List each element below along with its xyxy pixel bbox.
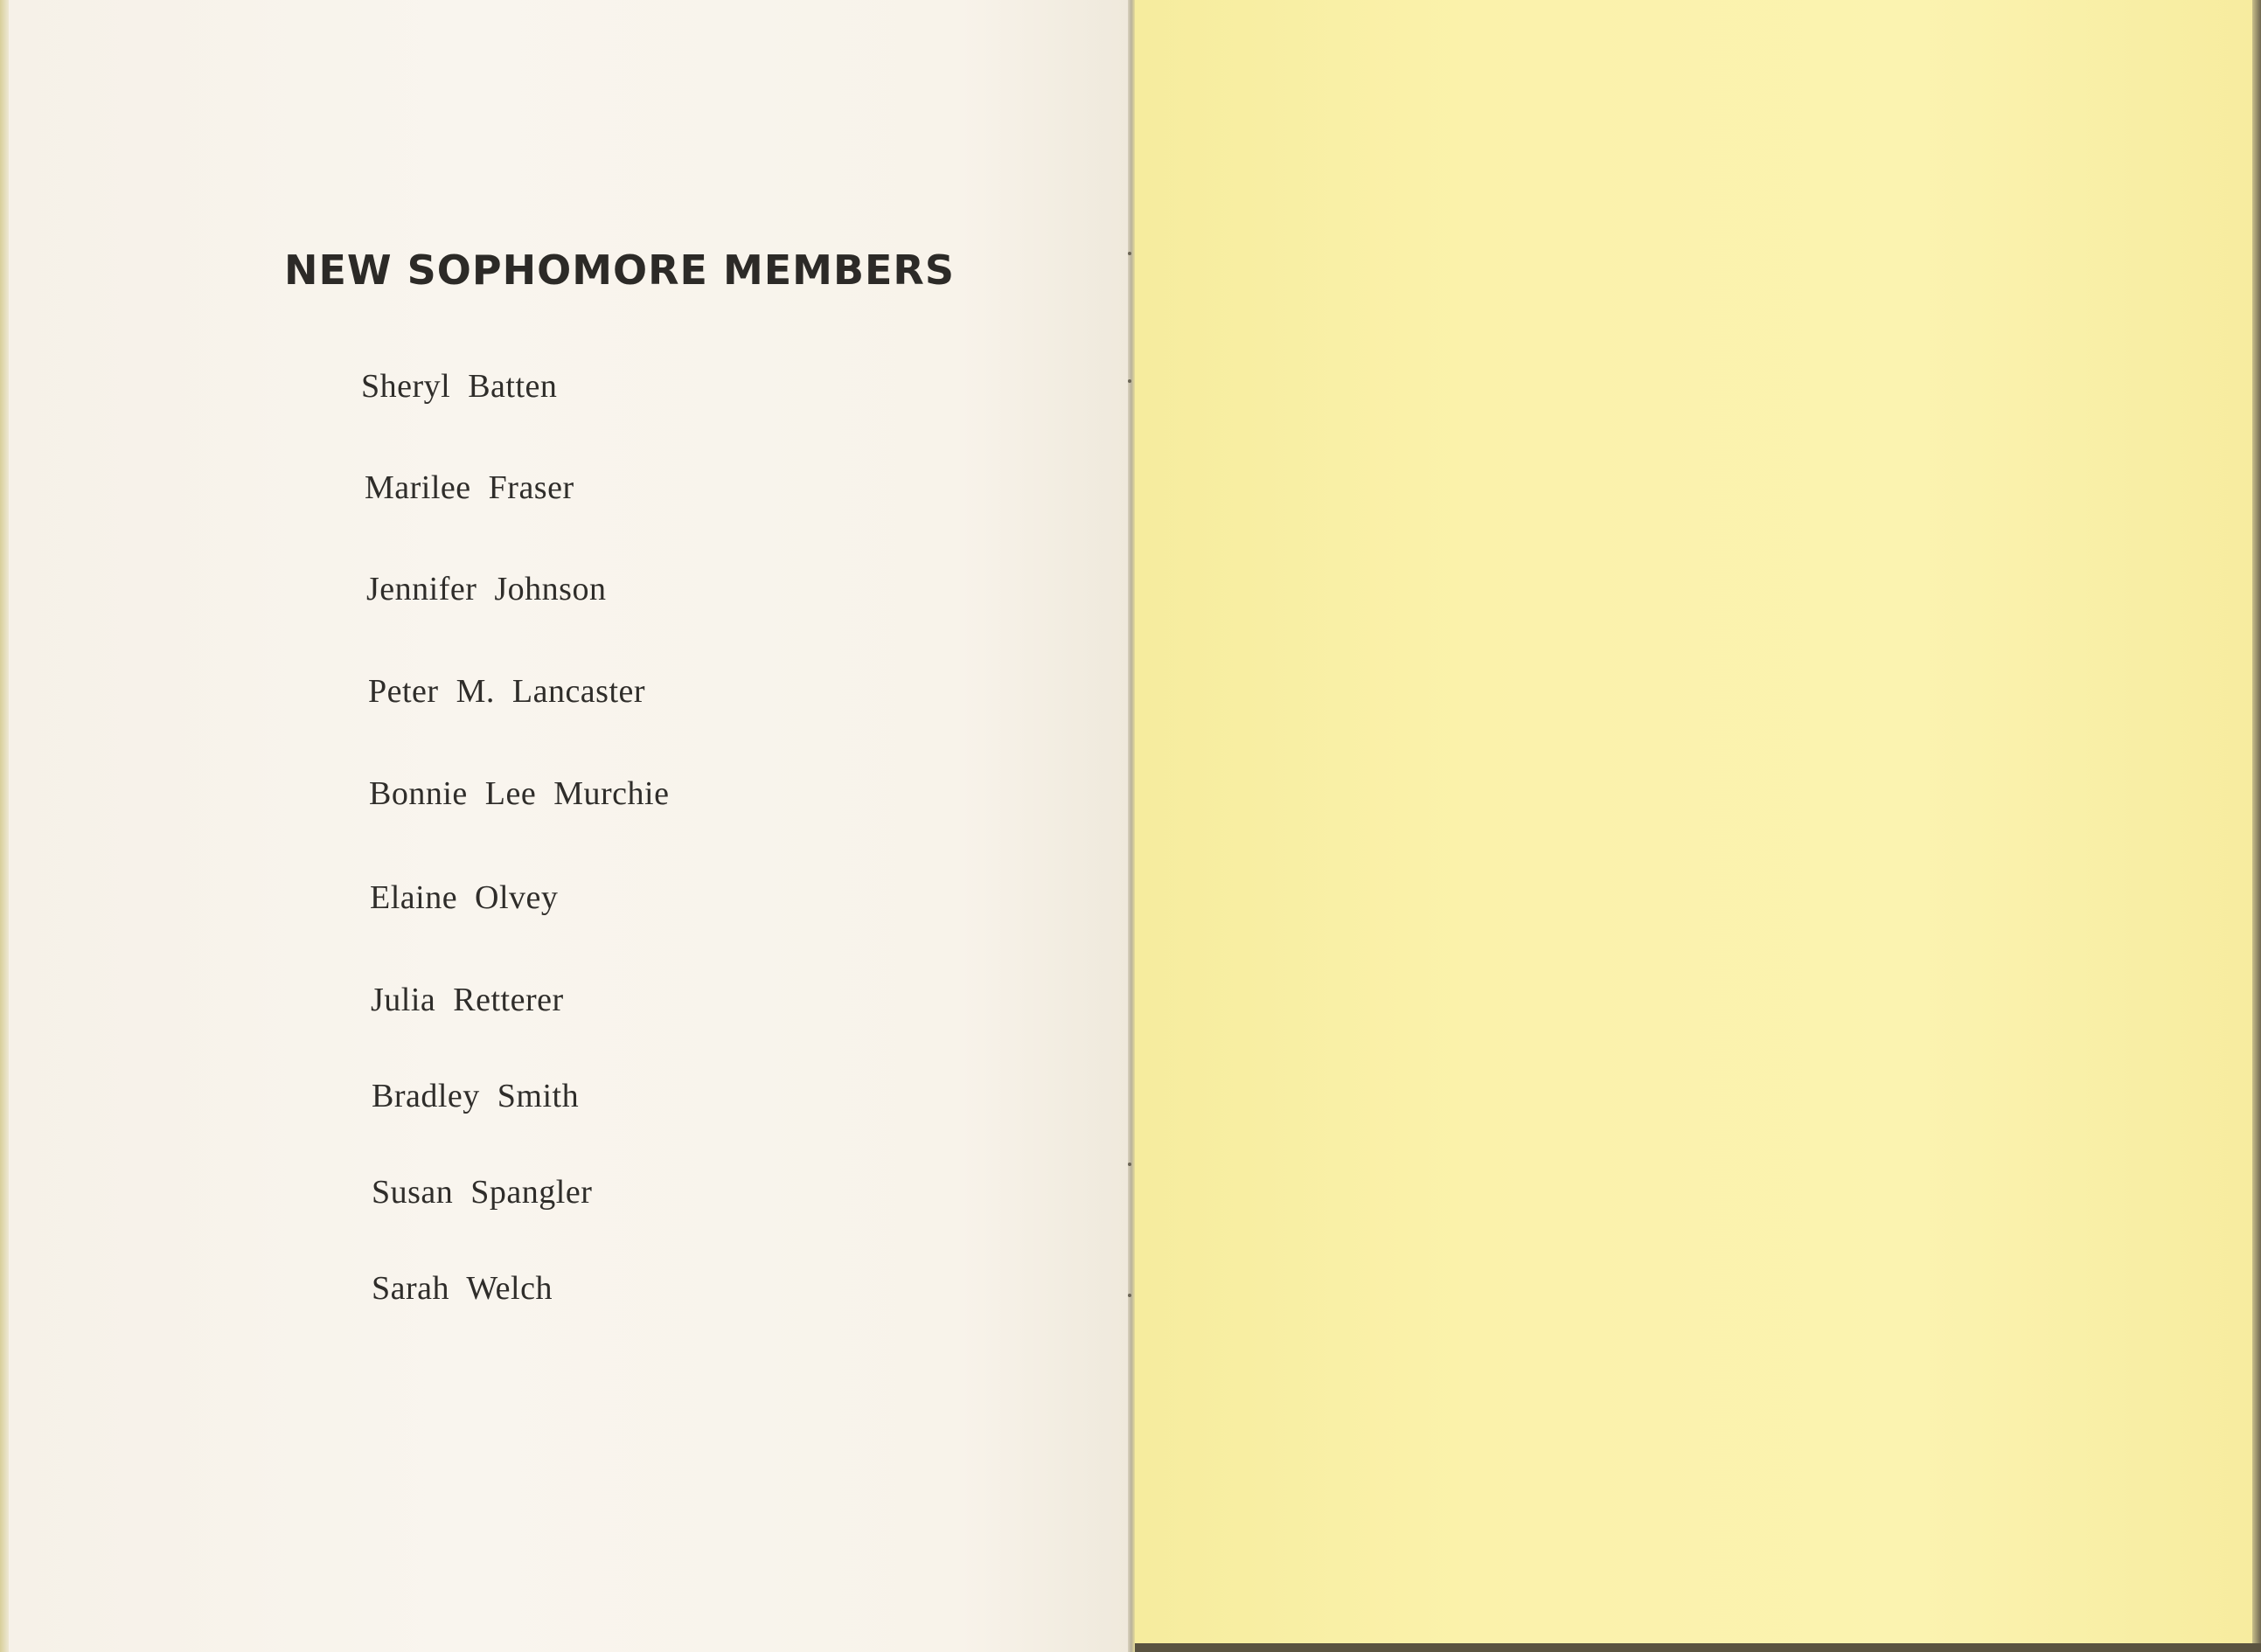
staple-mark [1128, 379, 1131, 383]
member-name: Sarah Welch [372, 1270, 553, 1307]
binding-gutter [1128, 0, 1135, 1652]
staple-mark [1128, 1163, 1131, 1166]
member-name: Peter M. Lancaster [368, 673, 646, 710]
member-name: Susan Spangler [372, 1174, 593, 1211]
member-name: Elaine Olvey [370, 879, 559, 916]
right-cover-edge [2252, 0, 2261, 1652]
member-name: Bradley Smith [372, 1078, 580, 1114]
left-cover-edge [0, 0, 9, 1652]
bottom-cover-edge [1135, 1643, 2261, 1652]
members-heading: NEW SOPHOMORE MEMBERS [284, 246, 955, 294]
member-name: Marilee Fraser [365, 469, 574, 506]
right-page-blank-yellow [1135, 0, 2252, 1643]
member-name: Julia Retterer [371, 982, 564, 1018]
member-name: Bonnie Lee Murchie [369, 775, 670, 812]
staple-mark [1128, 1294, 1131, 1297]
staple-mark [1128, 252, 1131, 255]
member-name: Jennifer Johnson [366, 571, 607, 607]
member-name: Sheryl Batten [361, 368, 558, 405]
